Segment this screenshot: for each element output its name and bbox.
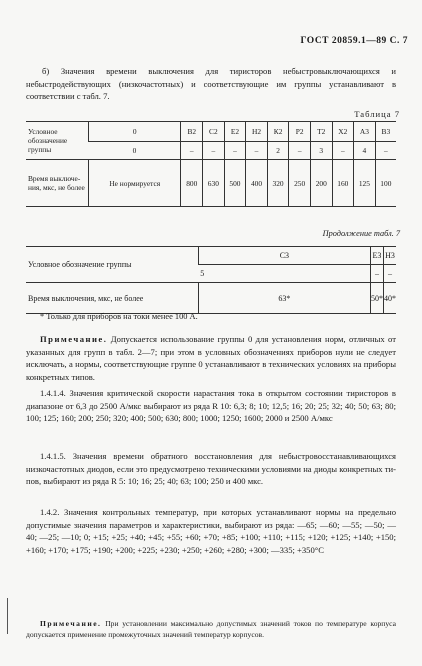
table-cell: 125 (354, 160, 376, 207)
note-lead: Примечание. (40, 334, 108, 344)
table-cell: С3 (198, 247, 370, 265)
table-cell: 2 (267, 142, 289, 160)
table-cell: Е2 (224, 122, 246, 142)
table-cell: Н2 (246, 122, 268, 142)
row-label: Время выключения, мкс, не более (26, 283, 198, 314)
table-cell: 3 (310, 142, 332, 160)
table-cell: 5 (198, 265, 370, 283)
page-header: ГОСТ 20859.1—89 С. 7 (300, 36, 408, 46)
table-cell: 40* (384, 283, 397, 314)
table-cell: 4 (354, 142, 376, 160)
table-cell: – (246, 142, 268, 160)
table-cell: – (181, 142, 203, 160)
table-cell: В2 (181, 122, 203, 142)
note-paragraph-2 (26, 618, 396, 640)
table-cell: – (375, 142, 396, 160)
continuation-caption: Продолжение табл. 7 (322, 229, 400, 238)
table-cell: 50* (371, 283, 384, 314)
table-cell: Т2 (310, 122, 332, 142)
table-7 (26, 121, 396, 207)
table-cell: – (289, 142, 311, 160)
table-cell: – (224, 142, 246, 160)
table-cell: – (384, 265, 397, 283)
table-cell: Не нормируется (89, 160, 181, 207)
table-cell: 250 (289, 160, 311, 207)
table-7-continued (26, 246, 396, 314)
table-cell: 500 (224, 160, 246, 207)
paragraph-1-4-1-4: 1.4.1.4. Значения критической скорости нарастания тока в открытом состоянии тиристоров в диапазоне от 6,3 до 2500 А/мкс выбирают из ряда R 10: 6,3; 8; 10; 12,5; 16; 20; 25; 32; 40; 50; 63; 80; 100; 125; 160; 200; 250; 320; 400; 500; 630; 800; 1000; 1250; 1600; 2000 и 2500 А/мкс (26, 388, 396, 424)
table-header-row (26, 122, 396, 142)
table-row (26, 283, 396, 314)
table-cell: – (203, 142, 225, 160)
table-cell: Р2 (289, 122, 311, 142)
table-cell: А3 (354, 122, 376, 142)
table-cell: 200 (310, 160, 332, 207)
paragraph-1-4-2: 1.4.2. Значения контрольных температур, при которых устанавливают нормы на предельно допустимые значения параметров и характеристики, выбирают из ряда: —65; —60; —55; —50; —40; —25; —10; 0; +15; +25; +40; +45; +55; +60; +70; +85; +100; +110; +115; +120; +125; +140; +150; +160; +170; +175; +190; +200; +225; +230; +250; +260; +280; +300; —335; +350°С (26, 507, 396, 555)
row-label: Время выключения, мкс, не более (26, 160, 89, 207)
table-row (26, 160, 396, 207)
table-cell: 400 (246, 160, 268, 207)
note-lead: Примечание. (40, 619, 102, 628)
table-cell: Х2 (332, 122, 354, 142)
table-cell: С2 (203, 122, 225, 142)
paragraph-1-4-1-5: 1.4.1.5. Значения времени обратного восстановления для небыстровосстанавливающихся низкочастотных диодов, если это предусмотрено техническими условиями на диоды конкретных типов, выбирают из ряда R 5: 10; 16; 25; 40; 63; 100; 250 и 400 мкс. (26, 451, 396, 487)
table-cell: В3 (375, 122, 396, 142)
note-paragraph (26, 333, 396, 383)
table-cell: 0 (89, 142, 181, 160)
note-text: При установлении максимально допустимых значений токов по температуре корпуса допускается применение промежуточных значений температур корпусов. (26, 619, 396, 639)
table-cell: 100 (375, 160, 396, 207)
table-head-label: Условное обозначение группы (26, 247, 198, 283)
table-cell: Е3 (371, 247, 384, 265)
footnote: * Только для приборов на токи менее 100 А. (40, 312, 198, 321)
table-cell: 800 (181, 160, 203, 207)
table-head-label: Условное обозначение группы (26, 122, 89, 160)
table-cell: 160 (332, 160, 354, 207)
note-text: Допускается использование группы 0 для установления норм, отличных от указанных для групп в табл. 2—7; при этом в условных обозначениях приборов нули не следует исключать, а нормы, соответствующие группе 0 устанавливают в технических условиях на приборы конкретных типов. (26, 334, 396, 382)
table-header-row (26, 247, 396, 265)
table-cell: 63* (198, 283, 370, 314)
table-caption: Таблица 7 (354, 109, 400, 119)
table-cell: 630 (203, 160, 225, 207)
table-cell: – (332, 142, 354, 160)
paragraph-b: б) Значения времени выключения для тиристоров небыстровыключающихся и небыстродействующих (низкочастотных) и соответствующие им группы устанавливают в соответствии с табл. 7. (26, 66, 396, 102)
table-cell: Н3 (384, 247, 397, 265)
table-cell: 320 (267, 160, 289, 207)
table-cell: К2 (267, 122, 289, 142)
table-cell: 0 (89, 122, 181, 142)
page-edge-mark (7, 598, 8, 634)
table-cell: – (371, 265, 384, 283)
